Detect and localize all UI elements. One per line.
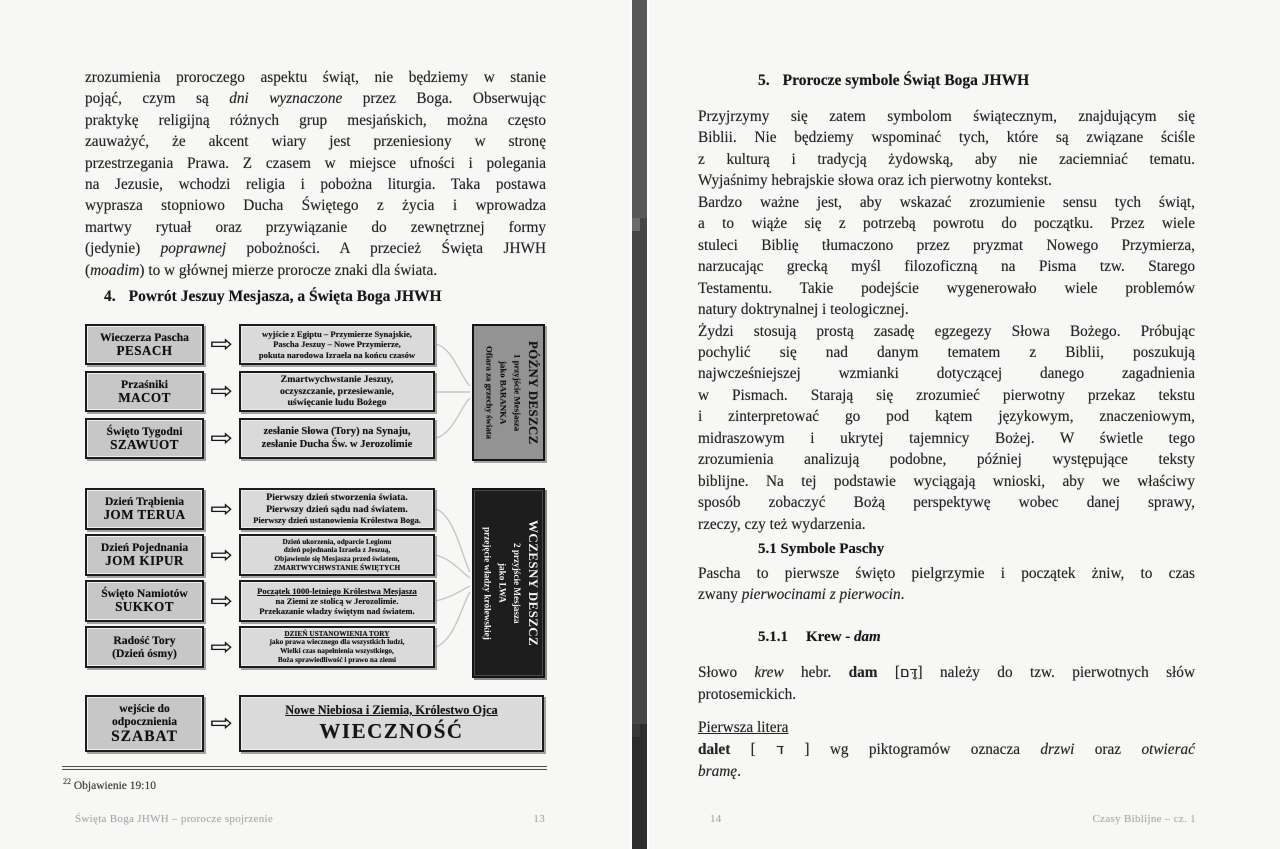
text-seg: דָּם	[899, 665, 918, 681]
diagram-row	[85, 488, 435, 530]
text-seg: a to wiąże się z potrzebą powrotu do początku. Przez wiele	[698, 215, 1195, 233]
page-right	[649, 0, 1280, 849]
text-seg: stuleci Biblię tłumaczono przez pryzmat Nowego Przymierza,	[698, 236, 1195, 254]
shabbat-group	[85, 695, 544, 752]
text-seg: z kulturą i tradycją żydowską, aby nie zaciemniać tematu.	[698, 150, 1195, 168]
feasts-diagram	[85, 320, 547, 762]
feast-meaning-line: Boża sprawiedliwość i prawo na ziemi	[277, 654, 397, 664]
heading-number: 4.	[104, 288, 116, 305]
page-number: 13	[533, 813, 545, 825]
text-line	[85, 195, 546, 216]
feast-meaning-line: na Ziemi ze stolicą w Jerozolimie.	[275, 595, 399, 606]
text-seg: (jedynie)	[85, 240, 161, 258]
section-heading-5	[758, 72, 1029, 90]
feast-name-box	[85, 695, 204, 752]
feast-name-line: JOM TERUA	[103, 507, 186, 523]
text-line	[698, 563, 1195, 584]
feast-meaning-box	[239, 324, 435, 365]
footnote-text: Objawienie 19:10	[73, 779, 156, 792]
arrow-right-icon: ⇨	[210, 541, 233, 569]
text-seg: Bardzo ważne jest, aby wskazać zrozumienie sensu tych świąt,	[698, 193, 1195, 211]
feast-name-line: Radość Tory	[113, 634, 176, 648]
text-seg: najwcześniejszej wzmianki dotyczącej danego zagadnienia	[698, 365, 1195, 383]
feast-meaning-line: DZIEŃ USTANOWIENIA TORY	[284, 628, 390, 638]
text-seg: bramę	[698, 763, 738, 781]
feast-meaning-box	[239, 534, 435, 576]
heading-text: Krew -	[806, 629, 855, 645]
text-line	[698, 584, 1195, 605]
arrow-wrap	[204, 534, 239, 576]
feast-name-line: wejście do	[119, 701, 170, 715]
page-left	[0, 0, 630, 849]
feast-name-box	[85, 626, 204, 668]
text-line	[698, 278, 1195, 299]
text-line	[698, 684, 1195, 705]
latter-rain-line: 1 przyjście Mesjasza	[512, 353, 523, 432]
early-rain-line: przejęcie władzy królewskiej	[482, 526, 493, 640]
page-gap	[630, 0, 649, 849]
text-line	[698, 761, 1195, 782]
footnote-marker: 22	[63, 777, 71, 786]
text-seg: Pascha to pierwsze święto pielgrzymie i początek żniw, to czas	[698, 565, 1195, 582]
text-seg: Testamentu. Takie podejście wygenerowało wiele problemów	[698, 279, 1195, 297]
page-number: 14	[710, 813, 722, 825]
diagram-row	[85, 534, 435, 576]
arrow-right-icon: ⇨	[210, 587, 233, 615]
text-seg: zrozumienia proroczego aspektu świąt, nie będziemy w stanie	[85, 69, 546, 86]
text-seg: zrozumienia analizują podobne, później występujące teksty	[698, 451, 1195, 469]
dalet-text	[698, 739, 1195, 783]
page-gap-shadow	[632, 0, 647, 218]
text-line	[698, 299, 1195, 320]
text-line	[698, 192, 1195, 213]
text-seg: ] należy do tzw. pierwotnych słów	[917, 664, 1195, 681]
text-seg: ) to w głównej mierze prorocze znaki dla świata.	[139, 261, 438, 279]
text-line	[698, 492, 1195, 513]
feast-name-line: Święto Tygodni	[106, 424, 183, 438]
feast-name-line: Dzień Pojednania	[100, 541, 189, 555]
feast-name-line: (Dzień ósmy)	[112, 647, 177, 660]
feast-name-line: SUKKOT	[115, 599, 174, 615]
feast-meaning-box	[239, 695, 544, 752]
feast-meaning-line: oczyszczanie, przesiewanie,	[280, 385, 394, 397]
text-line	[85, 238, 546, 259]
text-line	[698, 256, 1195, 277]
feast-meaning-line: uświęcanie ludu Bożego	[287, 397, 387, 409]
feast-name-box	[85, 488, 204, 530]
text-seg: przestrzegania Prawa. Z czasem w miejsce ufności i polegania	[85, 154, 546, 172]
text-line	[85, 260, 546, 281]
text-line	[698, 213, 1195, 234]
text-line	[85, 217, 546, 238]
feast-meaning-line: Pierwszy dzień ustanowienia Królestwa Boga.	[253, 515, 421, 526]
heading-text: Powrót Jeszuy Mesjasza, a Święta Boga JHWH	[128, 288, 442, 305]
feast-meaning-line: wyjście z Egiptu – Przymierze Synajskie,	[262, 329, 412, 340]
krew-text	[698, 662, 1195, 706]
feast-name-line: odpocznienia	[111, 714, 178, 728]
text-line	[698, 717, 1195, 738]
arrow-wrap	[204, 488, 239, 530]
text-seg: midraszowym i ukrytej tajemnicy Bożej. W świetle tego	[698, 429, 1195, 447]
pierwsza-litera-label	[698, 717, 1195, 738]
text-seg: pierwocinami z pierwocin	[741, 586, 901, 604]
text-seg: martwy rytuał oraz przywiązanie do zewnętrznej formy	[85, 218, 546, 236]
feast-meaning-box	[239, 580, 435, 622]
text-line	[698, 149, 1195, 170]
arrow-right-icon: ⇨	[210, 331, 233, 358]
text-seg: i zinterpretować go pod kątem językowym, znaczeniowym,	[698, 408, 1195, 426]
latter-rain-title: PÓŹNY DESZCZ	[526, 340, 540, 445]
feast-name-line: MACOT	[118, 389, 171, 405]
text-line	[698, 127, 1195, 148]
latter-rain-box	[472, 324, 545, 461]
page-gap-shadow	[632, 218, 640, 231]
feast-meaning-line: zesłanie Słowa (Tory) na Synaju,	[263, 426, 411, 437]
diagram-row	[85, 626, 435, 668]
text-line	[698, 471, 1195, 492]
text-line	[698, 739, 1195, 761]
text-line	[85, 131, 546, 152]
subsection-heading-5-1-1	[758, 629, 881, 646]
text-seg: w Pismach. Starają się zrozumieć pierwotny przekaz tekstu	[698, 386, 1195, 404]
page-footer	[75, 813, 545, 825]
footer-title: Święta Boga JHWH – prorocze spojrzenie	[75, 813, 274, 825]
diagram-row	[85, 324, 435, 365]
text-seg: Wyjaśnimy hebrajskie słowa oraz ich pierwotny kontekst.	[698, 172, 1052, 190]
text-seg: poprawnej	[160, 240, 227, 258]
text-seg: pobożności. A przecież Święta JHWH	[226, 240, 546, 258]
subsection-heading-5-1: 5.1 Symbole Paschy	[758, 541, 885, 557]
diagram-row	[85, 418, 435, 459]
text-line	[698, 662, 1195, 684]
text-seg: .	[900, 586, 905, 604]
arrow-wrap	[204, 580, 239, 622]
text-seg: ד	[776, 742, 785, 758]
feast-meaning-line: zesłanie Ducha Św. w Jerozolimie	[261, 438, 413, 450]
diagram-row	[85, 580, 435, 622]
feast-meaning-line: pokuta narodowa Izraela na końcu czasów	[258, 349, 416, 360]
text-line	[698, 235, 1195, 256]
text-line	[698, 106, 1195, 127]
text-seg: oraz	[1074, 741, 1142, 758]
feast-meaning-line: Dzień ukorzenia, odparcie Legionu	[282, 536, 392, 546]
text-seg: natury doktrynalnej i teologicznej.	[698, 301, 909, 319]
text-seg: Przyjrzymy się zatem symbolom świątecznym, znajdującym się	[698, 108, 1195, 125]
feast-meaning-line: ZMARTWYCHWSTANIE ŚWIĘTYCH	[273, 562, 401, 572]
text-seg: protosemickich.	[698, 686, 797, 704]
feast-meaning-line: Objawienie się Mesjasza przed światem,	[274, 554, 400, 563]
text-seg: narzucając grecką myśl filozoficzną na Pisma tzw. Starego	[698, 258, 1195, 276]
latter-rain-line: jako BARANKA	[498, 360, 509, 425]
text-line	[698, 170, 1195, 191]
text-seg: hebr.	[783, 664, 849, 681]
feast-meaning-box	[239, 418, 435, 459]
text-seg: sposób zobaczyć Bożą perspektywę wobec danej sprawy,	[698, 494, 1195, 512]
feast-meaning-box	[239, 626, 435, 668]
feast-meaning-line: Pierwszy dzień stworzenia świata.	[266, 492, 408, 504]
text-seg: dalet	[698, 741, 731, 758]
text-line	[85, 88, 546, 109]
text-line	[698, 363, 1195, 384]
feast-name-line: SZABAT	[111, 727, 178, 745]
arrow-wrap	[204, 324, 239, 365]
feast-name-box	[85, 580, 204, 622]
text-seg: pochylić się nad danym tematem z Biblii, poszukują	[698, 343, 1195, 361]
diagram-row	[85, 695, 544, 752]
page-footer	[710, 813, 1196, 825]
page-gap-shadow	[632, 724, 647, 849]
autumn-feasts-group	[85, 488, 435, 668]
pascha-text	[698, 563, 1195, 606]
feast-meaning-box	[239, 488, 435, 530]
feast-name-box	[85, 324, 204, 365]
feast-name-box	[85, 534, 204, 576]
text-seg: wyprasza stopniowo Ducha Świętego z życia i wprowadza	[85, 197, 546, 215]
text-line	[85, 174, 546, 195]
body-text	[85, 67, 546, 281]
early-rain-box	[472, 488, 545, 678]
text-seg: [	[730, 741, 777, 758]
diagram-row	[85, 371, 435, 412]
arrow-right-icon: ⇨	[210, 425, 233, 452]
text-line	[698, 342, 1195, 363]
text-line	[698, 321, 1195, 342]
body-text	[698, 106, 1195, 535]
text-line	[85, 67, 546, 88]
text-seg: ] wg piktogramów oznacza	[784, 741, 1041, 758]
feast-meaning-line: Nowe Niebiosa i Ziemia, Królestwo Ojca	[285, 702, 498, 717]
text-seg: na Jezusie, wchodzi religia i pobożna liturgia. Taka postawa	[85, 176, 546, 194]
arrow-right-icon: ⇨	[210, 710, 233, 737]
arrow-wrap	[204, 371, 239, 412]
arrow-right-icon: ⇨	[210, 495, 233, 523]
feast-name-line: PESACH	[116, 342, 173, 358]
text-line	[698, 428, 1195, 449]
text-seg: otwierać	[1141, 741, 1195, 758]
feast-name-line: JOM KIPUR	[105, 553, 184, 569]
latter-rain-line: Ofiara za grzechy świata	[484, 345, 495, 440]
section-heading-4	[104, 288, 442, 306]
feast-name-box	[85, 371, 204, 412]
text-seg: przez Boga. Obserwując	[342, 90, 546, 108]
feast-name-line: Przaśniki	[120, 377, 169, 391]
footnote	[63, 777, 156, 792]
early-rain-line: 2 przyjście Mesjasza	[512, 542, 523, 624]
feast-meaning-line: jako prawa wiecznego dla wszystkich ludzi,	[269, 637, 405, 647]
text-seg: rzeczy, czy też wydarzenia.	[698, 515, 866, 533]
text-seg: Pierwsza litera	[698, 719, 789, 736]
heading-number: 5.	[758, 72, 770, 89]
text-seg: [	[877, 664, 900, 681]
arrow-wrap	[204, 626, 239, 668]
text-line	[698, 406, 1195, 427]
feast-meaning-line: Pascha Jeszuy – Nowe Przymierze,	[273, 339, 401, 350]
spring-feasts-group	[85, 324, 435, 459]
text-seg: dam	[848, 664, 878, 681]
text-seg: pojąć, czym są	[85, 90, 230, 108]
footnote-separator	[62, 766, 547, 770]
feast-name-line: Dzień Trąbienia	[104, 495, 185, 509]
text-seg: Słowo	[698, 664, 755, 681]
text-seg: Biblii. Nie będziemy wspominać tych, które są związane ściśle	[698, 129, 1195, 147]
text-seg: krew	[754, 664, 784, 681]
text-line	[698, 449, 1195, 470]
feast-name-line: Święto Namiotów	[101, 587, 188, 601]
feast-name-box	[85, 418, 204, 459]
early-rain-line: jako LWA	[497, 563, 508, 603]
heading-number: 5.1.1	[758, 629, 788, 645]
arrow-right-icon: ⇨	[210, 378, 233, 405]
heading-word: dam	[854, 629, 881, 645]
footer-title: Czasy Biblijne – cz. 1	[1092, 813, 1196, 825]
feast-meaning-box	[239, 371, 435, 412]
text-seg: (	[85, 261, 91, 279]
early-rain-title: WCZESNY DESZCZ	[526, 519, 541, 647]
feast-meaning-line: Przekazanie władzy świętym nad światem.	[259, 606, 415, 617]
feast-name-line: Wieczerza Pascha	[100, 330, 189, 344]
feast-meaning-line: Pierwszy dzień sądu nad światem.	[266, 503, 408, 515]
text-seg: drzwi	[1040, 741, 1075, 758]
text-line	[85, 153, 546, 174]
feast-meaning-line: WIECZNOŚĆ	[319, 719, 464, 744]
text-seg: praktykę religijną różnych grup mesjańskich, można często	[85, 111, 546, 129]
text-seg: moadim	[90, 261, 140, 279]
feast-meaning-line: dzień pojednania Izraela z Jeszuą,	[283, 545, 391, 555]
text-seg: zwany	[698, 586, 742, 604]
text-line	[85, 110, 546, 131]
text-line	[698, 514, 1195, 535]
feast-name-line: SZAWUOT	[110, 436, 179, 452]
text-seg: Żydzi stosują prostą zasadę egzegezy Słowa Bożego. Próbując	[698, 322, 1195, 340]
heading-text: Prorocze symbole Świąt Boga JHWH	[782, 72, 1030, 89]
feast-meaning-line: Początek 1000-letniego Królestwa Mesjasza	[257, 585, 417, 596]
page-gap-shadow	[632, 724, 640, 737]
arrow-wrap	[204, 695, 239, 752]
arrow-wrap	[204, 418, 239, 459]
feast-meaning-line: Wielki czas napełnienia wszystkiego,	[280, 646, 394, 655]
text-seg: dni wyznaczone	[229, 90, 343, 108]
text-line	[698, 385, 1195, 406]
text-seg: .	[737, 763, 741, 781]
text-seg: biblijne. Na tej podstawie wyciągają wnioski, aby we właściwy	[698, 472, 1195, 490]
arrow-right-icon: ⇨	[210, 633, 233, 661]
feast-meaning-line: Zmartwychwstanie Jeszuy,	[280, 374, 394, 386]
text-seg: zauważyć, że akcent wiary jest przeniesiony w stronę	[85, 133, 546, 151]
